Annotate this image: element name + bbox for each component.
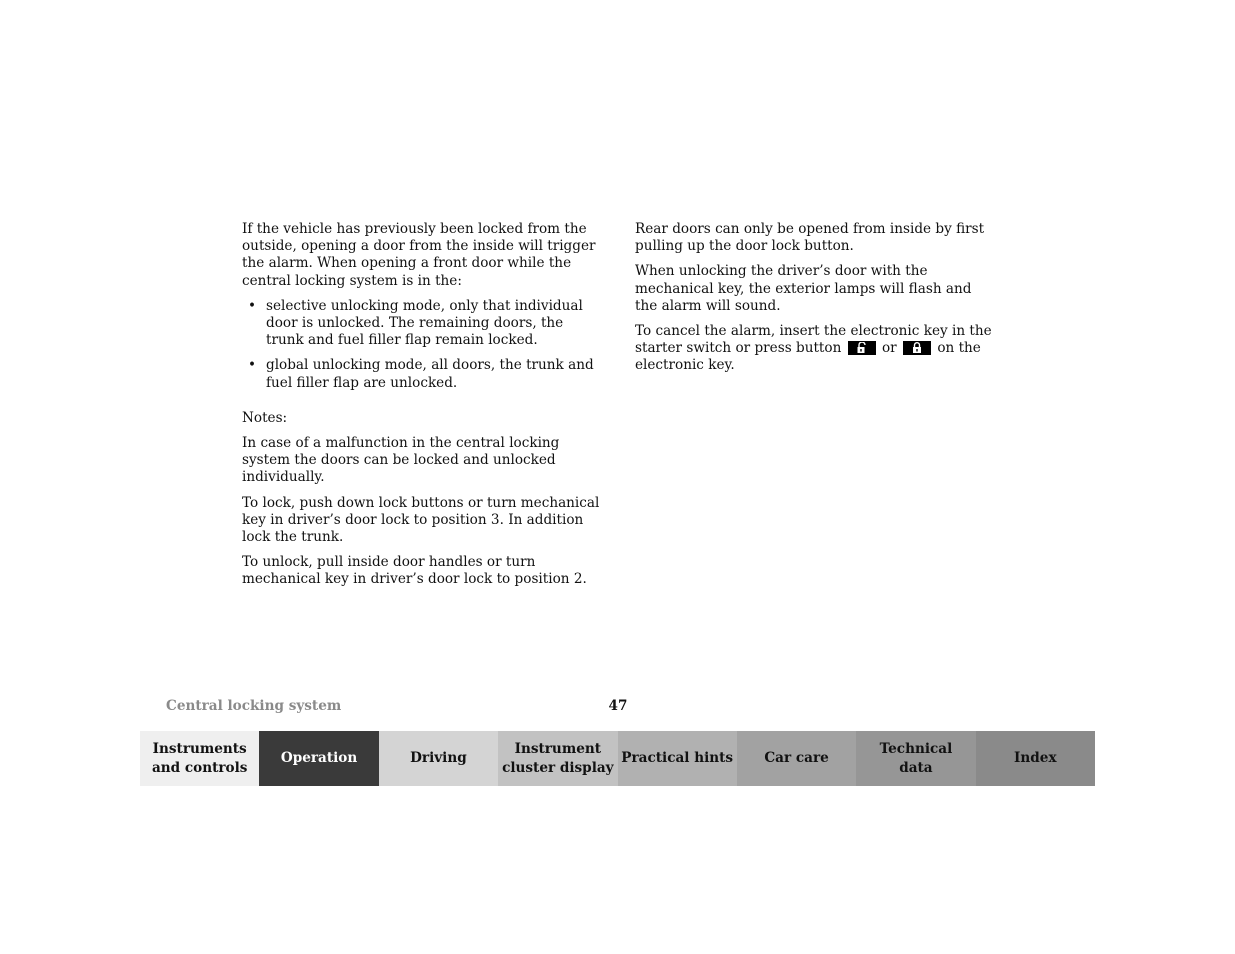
bullet-icon: • (248, 297, 257, 314)
unlocking-mode-list (242, 298, 604, 392)
list-item (242, 357, 604, 391)
tab-instrument-cluster-display[interactable]: Instrument cluster display (498, 731, 617, 786)
note-paragraph: To unlock, pull inside door handles or turn mechanical key in driver’s door lock to position 2. (242, 554, 587, 588)
rear-doors-paragraph: Rear doors can only be opened from inside by first pulling up the door lock button. (635, 221, 985, 255)
lock-icon (912, 342, 922, 354)
tab-index[interactable]: Index (976, 731, 1095, 786)
tab-car-care[interactable]: Car care (737, 731, 856, 786)
tab-instruments-and-controls[interactable]: Instruments and controls (140, 731, 259, 786)
tab-driving[interactable]: Driving (379, 731, 498, 786)
bullet-icon: • (248, 357, 257, 374)
left-column (242, 221, 604, 597)
section-title: Central locking system (166, 698, 342, 714)
note-paragraph: In case of a malfunction in the central locking system the doors can be locked and unlocked individually. (242, 435, 560, 486)
cancel-text-or: or (881, 340, 897, 357)
lock-button-symbol (903, 341, 931, 355)
unlock-icon (857, 342, 867, 354)
tab-practical-hints[interactable]: Practical hints (618, 731, 737, 786)
cancel-alarm-paragraph (635, 323, 995, 375)
cancel-text-before: To cancel the alarm, insert the electronic key in the starter switch or press button (635, 323, 992, 357)
note-paragraph: To lock, push down lock buttons or turn mechanical key in driver’s door lock to position 3. In addition lock the trunk. (242, 494, 600, 546)
list-item-text: global unlocking mode, all doors, the trunk and fuel filler flap are unlocked. (266, 357, 594, 391)
right-column (635, 221, 995, 383)
page-number: 47 (608, 698, 628, 714)
unlock-button-symbol (848, 341, 876, 355)
intro-paragraph: If the vehicle has previously been locked from the outside, opening a door from the inside will trigger the alarm. When opening a front door while the central locking system is in the: (242, 221, 596, 289)
mechanical-key-paragraph: When unlocking the driver’s door with the mechanical key, the exterior lamps will flash and the alarm will sound. (635, 263, 972, 314)
chapter-navigation (140, 731, 1095, 786)
tab-technical-data[interactable]: Technical data (856, 731, 975, 786)
tab-operation[interactable]: Operation (259, 731, 378, 786)
cancel-text-after: on the electronic key. (635, 340, 981, 374)
list-item (242, 298, 604, 350)
notes-heading: Notes: (242, 409, 288, 426)
list-item-text: selective unlocking mode, only that individual door is unlocked. The remaining doors, the trunk and fuel filler flap remain locked. (266, 297, 583, 349)
